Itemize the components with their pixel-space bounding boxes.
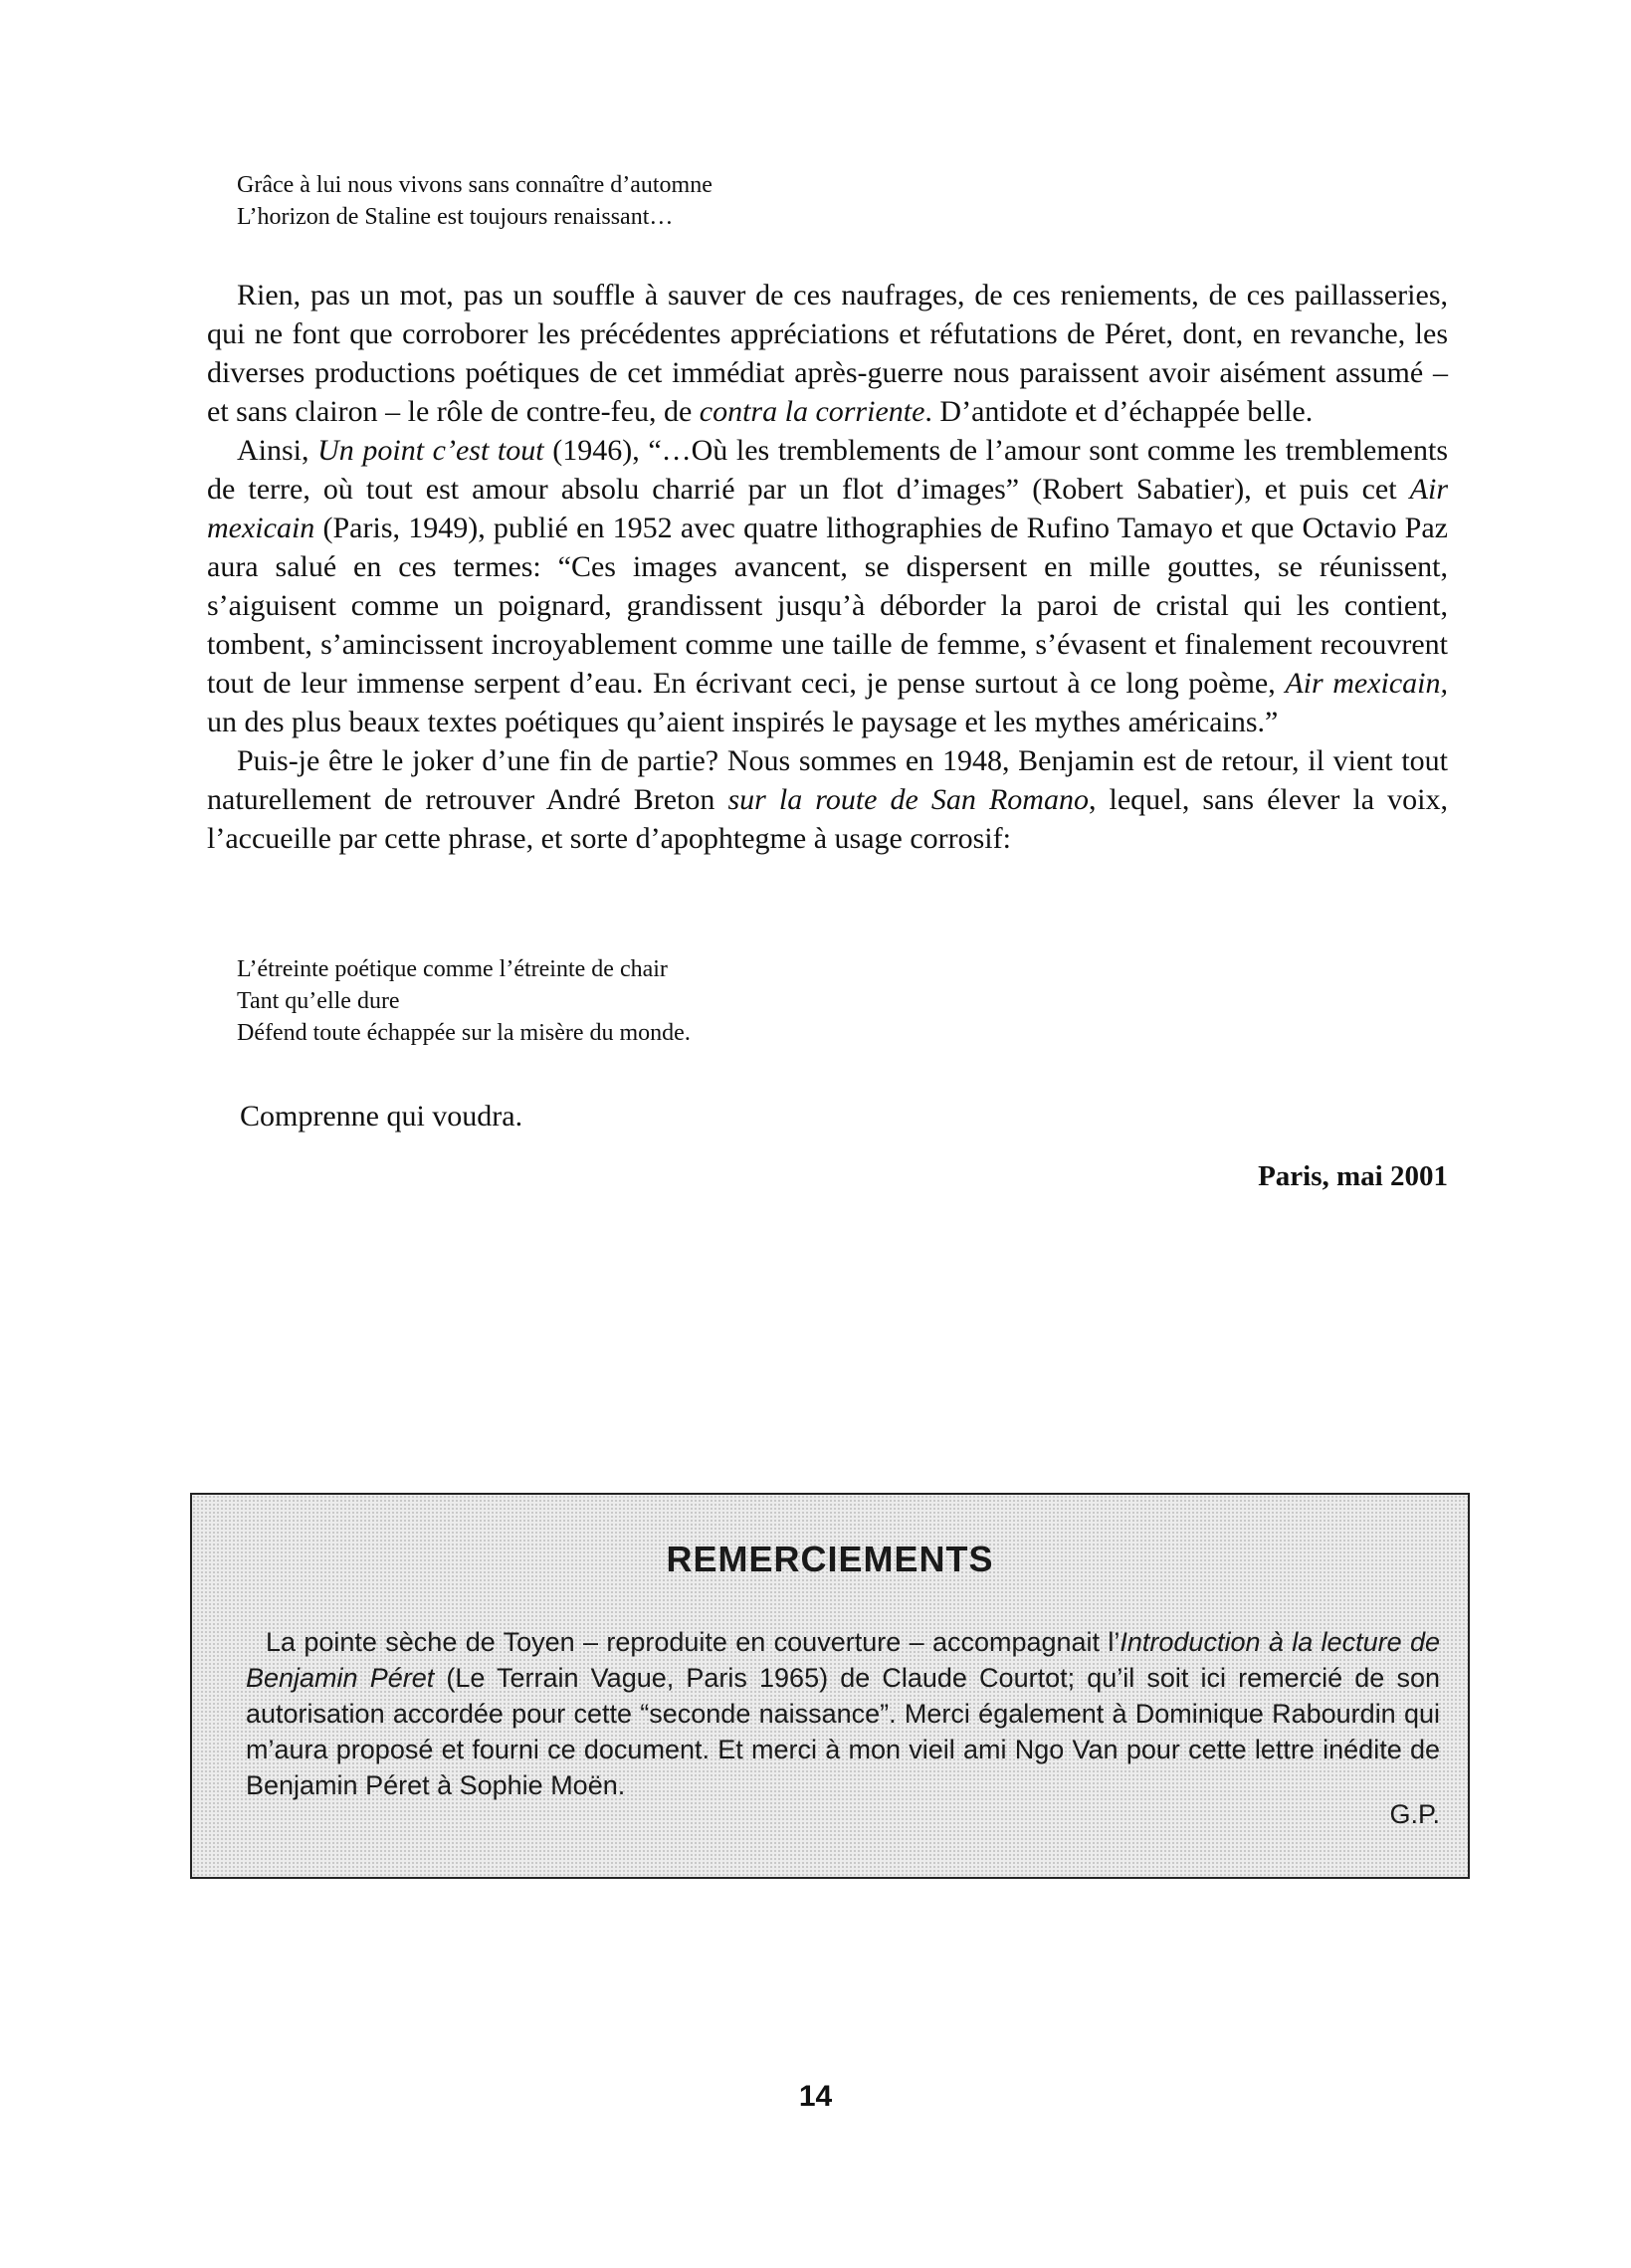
italic-title: Un point c’est tout (317, 434, 544, 467)
author-initials: G.P. (1389, 1799, 1440, 1829)
paragraph-3: Puis-je être le joker d’une fin de partie? Nous sommes en 1948, Benjamin est de retour, il vient tout naturellement de retrouver André Breton sur la route de San Romano, lequel, sans élever la voix, l’accueille par cette phrase, et sorte d’apophtegme à usage corrosif: (207, 744, 1448, 855)
verse-line: Tant qu’elle dure (237, 988, 400, 1014)
acknowledgements-box (190, 1493, 1470, 1879)
quoted-verse (237, 953, 1381, 1049)
paragraph-1: Rien, pas un mot, pas un souffle à sauver de ces naufrages, de ces reniements, de ces paillasseries, qui ne font que corroborer les précédentes appréciations et réfutations de Péret, dont, en revanche, les diverses productions poétiques de cet immédiat après-guerre nous paraissent avoir aisément assumé – et sans clairon – le rôle de contre-feu, de contra la corriente. D’antidote et d’échappée belle. (207, 279, 1448, 428)
italic-title: Air mexicain, (1285, 667, 1448, 700)
verse-line: Grâce à lui nous vivons sans connaître d’automne (237, 172, 713, 198)
epigraph-verse (237, 169, 1381, 233)
closing-line: Comprenne qui voudra. (240, 1100, 523, 1133)
italic-phrase: sur la route de San Romano (727, 783, 1089, 816)
italic-title: Air mexicain (207, 473, 1448, 544)
verse-line: L’étreinte poétique comme l’étreinte de chair (237, 956, 668, 982)
acknowledgements-title: REMERCIEMENTS (666, 1539, 994, 1579)
italic-title: Introduction à la lecture de Benjamin Péret (246, 1627, 1440, 1693)
place-date-signature: Paris, mai 2001 (1258, 1160, 1448, 1192)
paragraph-2: Ainsi, Un point c’est tout (1946), “…Où les tremblements de l’amour sont comme les tremblements de terre, où tout est amour absolu charrié par un flot d’images” (Robert Sabatier), et puis cet Air mexicain (Paris, 1949), publié en 1952 avec quatre lithographies de Rufino Tamayo et que Octavio Paz aura salué en ces termes: “Ces images avancent, se dispersent en mille gouttes, se réunissent, s’aiguisent comme un poignard, grandissent jusqu’à déborder la paroi de cristal qui les contient, tombent, s’amincissent incroyablement comme une taille de femme, s’évasent et finalement recouvrent tout de leur immense serpent d’eau. En écrivant ceci, je pense surtout à ce long poème, Air mexicain, un des plus beaux textes poétiques qu’aient inspirés le paysage et les mythes américains.” (207, 434, 1449, 738)
acknowledgements-text: La pointe sèche de Toyen – reproduite en couverture – accompagnait l’Introduction à la lecture de Benjamin Péret (Le Terrain Vague, Paris 1965) de Claude Courtot; qu’il soit ici remercié de son autorisation accordée pour cette “seconde naissance”. Merci également à Dominique Rabourdin qui m’aura proposé et fourni ce document. Et merci à mon vieil ami Ngo Van pour cette lettre inédite de Benjamin Péret à Sophie Moën. (246, 1627, 1440, 1800)
verse-line: L’horizon de Staline est toujours renaissant… (237, 204, 674, 230)
verse-line: Défend toute échappée sur la misère du monde. (237, 1020, 691, 1046)
page-number: 14 (798, 2080, 833, 2113)
body-text (207, 276, 1448, 858)
italic-phrase: contra la corriente (699, 395, 925, 428)
